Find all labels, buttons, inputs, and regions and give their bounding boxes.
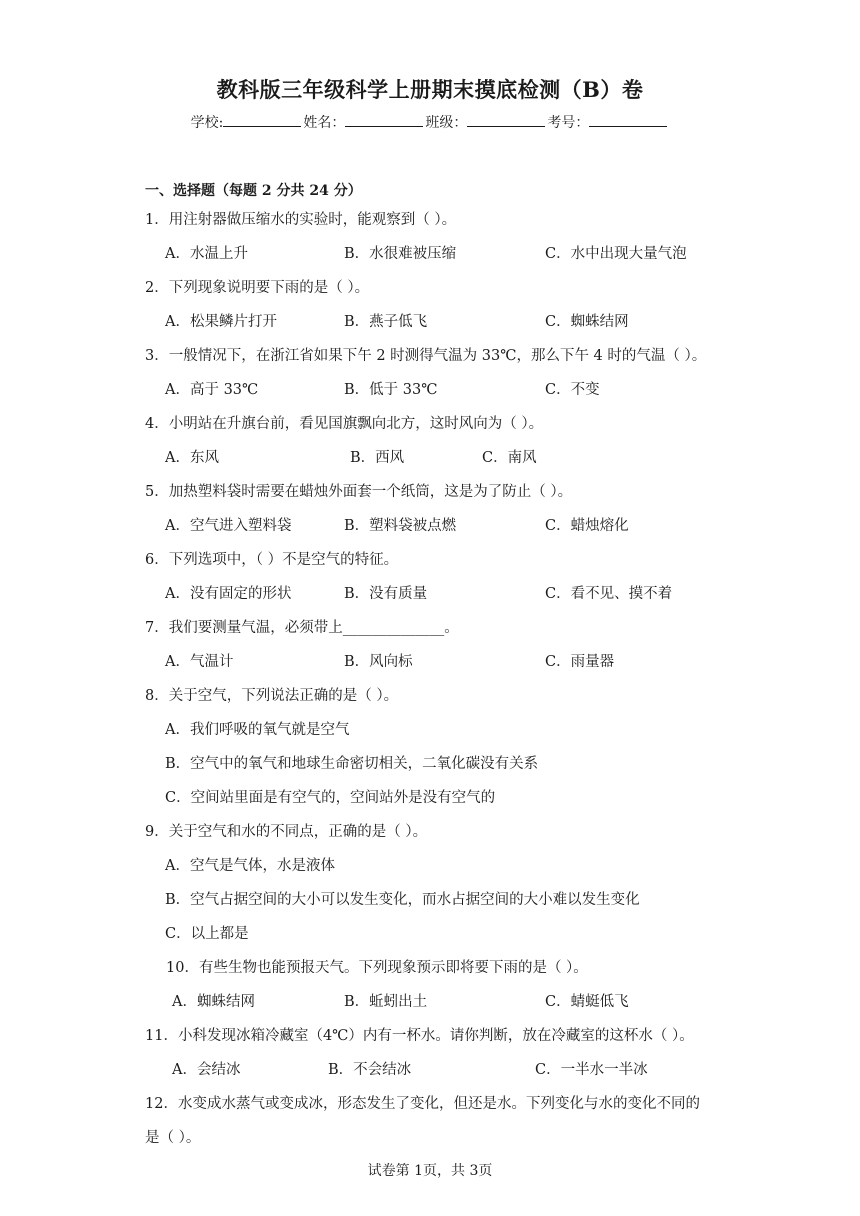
school-label: 学校:: [190, 115, 224, 131]
question-12-line-2: 是（ ）。: [145, 1130, 201, 1146]
name-label: 姓名：: [303, 115, 346, 131]
class-label: 班级：: [425, 115, 468, 131]
question-2: 2．下列现象说明要下雨的是（ ）。: [145, 280, 370, 296]
question-5: 5．加热塑料袋时需要在蜡烛外面套一个纸筒，这是为了防止（ ）。: [145, 484, 573, 500]
q4-option-a: A．东风: [165, 450, 219, 466]
q1-option-c: C．水中出现大量气泡: [545, 246, 687, 262]
question-4: 4．小明站在升旗台前，看见国旗飘向北方，这时风向为（ ）。: [145, 416, 544, 432]
q6-option-b: B．没有质量: [344, 586, 428, 602]
student-info-line: [0, 112, 860, 132]
question-12-line-1: 12．水变成水蒸气或变成冰，形态发生了变化，但还是水。下列变化与水的变化不同的: [145, 1096, 700, 1112]
q1-option-b: B．水很难被压缩: [344, 246, 457, 262]
q11-option-b: B．不会结冰: [328, 1062, 412, 1078]
school-blank: [223, 112, 301, 127]
q2-option-a: A．松果鳞片打开: [165, 314, 277, 330]
question-10: 10．有些生物也能预报天气。下列现象预示即将要下雨的是（ ）。: [166, 960, 588, 976]
q8-option-a: A．我们呼吸的氧气就是空气: [165, 722, 350, 738]
question-11: 11．小科发现冰箱冷藏室（4℃）内有一杯水。请你判断，放在冷藏室的这杯水（ ）。: [145, 1028, 694, 1044]
q8-option-c: C．空间站里面是有空气的，空间站外是没有空气的: [165, 790, 496, 806]
q5-option-b: B．塑料袋被点燃: [344, 518, 457, 534]
question-3: 3．一般情况下，在浙江省如果下午 2 时测得气温为 33℃，那么下午 4 时的气温（ ）。: [145, 348, 707, 364]
class-blank: [467, 112, 545, 127]
page-footer: 试卷第 1页，共 3页: [367, 1163, 493, 1179]
q3-option-b: B．低于 33℃: [344, 382, 438, 398]
q2-option-b: B．燕子低飞: [344, 314, 428, 330]
question-7: 7．我们要测量气温，必须带上______________。: [145, 620, 459, 636]
q4-option-c: C．南风: [482, 450, 537, 466]
q10-option-b: B．蚯蚓出土: [344, 994, 428, 1010]
q9-option-b: B．空气占据空间的大小可以发生变化，而水占据空间的大小难以发生变化: [165, 892, 640, 908]
q7-option-b: B．风向标: [344, 654, 413, 670]
q3-option-a: A．高于 33℃: [165, 382, 259, 398]
section-heading: 一、选择题（每题 2 分共 24 分）: [145, 183, 362, 199]
q8-option-b: B．空气中的氧气和地球生命密切相关，二氧化碳没有关系: [165, 756, 539, 772]
question-1: 1．用注射器做压缩水的实验时，能观察到（ ）。: [145, 212, 457, 228]
question-9: 9．关于空气和水的不同点，正确的是（ ）。: [145, 824, 428, 840]
q2-option-c: C．蜘蛛结网: [545, 314, 629, 330]
q1-option-a: A．水温上升: [165, 246, 248, 262]
exam-number-blank: [589, 112, 667, 127]
exam-title: 教科版三年级科学上册期末摸底检测（B）卷: [216, 77, 644, 102]
q7-option-c: C．雨量器: [545, 654, 615, 670]
q11-option-c: C．一半水一半冰: [535, 1062, 648, 1078]
q5-option-a: A．空气进入塑料袋: [165, 518, 292, 534]
question-8: 8．关于空气，下列说法正确的是（ ）。: [145, 688, 399, 704]
exam-number-label: 考号：: [547, 115, 590, 131]
q10-option-a: A．蜘蛛结网: [172, 994, 255, 1010]
q3-option-c: C．不变: [545, 382, 600, 398]
q5-option-c: C．蜡烛熔化: [545, 518, 629, 534]
q6-option-c: C．看不见、摸不着: [545, 586, 673, 602]
q6-option-a: A．没有固定的形状: [165, 586, 292, 602]
q11-option-a: A．会结冰: [172, 1062, 241, 1078]
q4-option-b: B．西风: [350, 450, 405, 466]
q9-option-c: C．以上都是: [165, 926, 249, 942]
question-6: 6．下列选项中，（ ）不是空气的特征。: [145, 552, 399, 568]
q7-option-a: A．气温计: [165, 654, 234, 670]
name-blank: [345, 112, 423, 127]
q10-option-c: C．蜻蜓低飞: [545, 994, 629, 1010]
q9-option-a: A．空气是气体，水是液体: [165, 858, 335, 874]
